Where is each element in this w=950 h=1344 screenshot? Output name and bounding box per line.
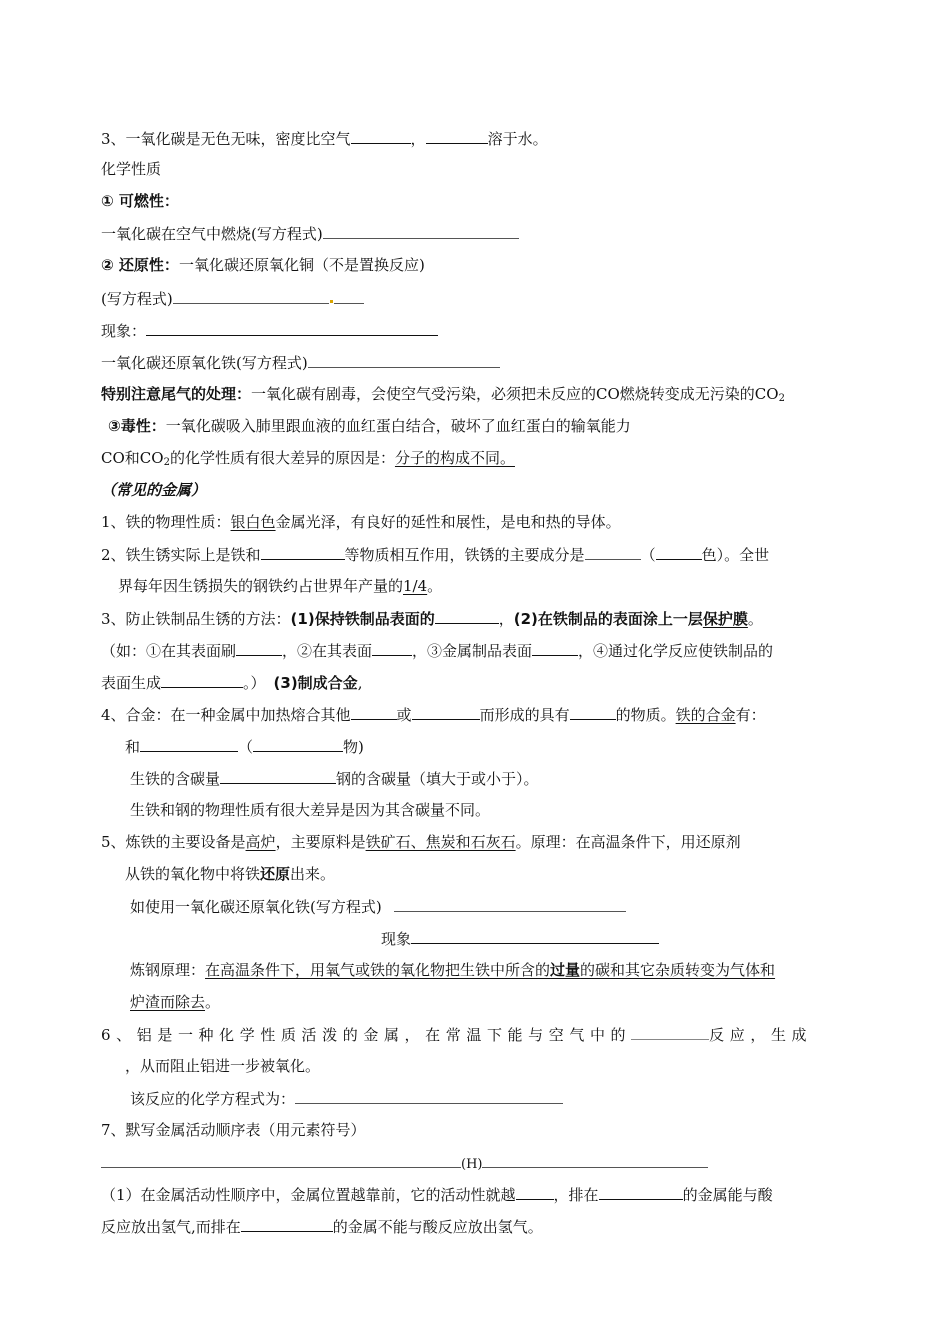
iron-alloy-blank[interactable]: [140, 736, 238, 752]
item6-aluminum-line1: 6、铝是一种化学性质活泼的金属，在常温下能与空气中的 反应，生成: [101, 1026, 813, 1044]
item6-equation-line: 该反应的化学方程式为：: [130, 1088, 563, 1109]
activity-rule-line2: 反应放出氢气,而排在 的金属不能与酸反应放出氢气。: [101, 1218, 543, 1236]
metals-heading: （常见的金属）: [101, 481, 207, 499]
dot-mark: [330, 300, 333, 303]
cuo-equation-line: (写方程式): [101, 288, 364, 309]
activity-series-before-h-blank[interactable]: [101, 1152, 461, 1168]
activity-series-after-h-blank[interactable]: [482, 1152, 708, 1168]
fe2o3-equation-blank[interactable]: [308, 352, 500, 368]
item3-rust-prevention-line3: 表面生成 。） (3)制成合金,: [101, 674, 363, 692]
item5-phenomenon-line: 现象: [381, 928, 659, 949]
steelmaking-line1: 炼钢原理：在高温条件下，用氧气或铁的氧化物把生铁中所含的过量的碳和其它杂质转变为气体和: [130, 961, 776, 979]
item4-carbon-line: 生铁的含碳量 钢的含碳量（填大于或小于）。: [130, 770, 539, 788]
item3-rust-prevention-line1: 3、防止铁制品生锈的方法：(1)保持铁制品表面的 ，(2)在铁制品的表面涂上一层保护膜。: [101, 610, 763, 628]
before-hydrogen-blank[interactable]: [599, 1184, 683, 1200]
reducibility-line: ② 还原性：一氧化碳还原氧化铜（不是置换反应): [101, 256, 425, 274]
rust-color-blank[interactable]: [656, 544, 702, 560]
oxide-film-blank[interactable]: [161, 672, 243, 688]
cuo-phenomenon-line: 现象：: [101, 320, 438, 341]
item4-alloy-line2: 和 （ 物): [125, 738, 364, 756]
item2-rust-line2: 界每年因生锈损失的钢铁约占世界年产量的1/4。: [118, 577, 443, 595]
activity-strength-blank[interactable]: [516, 1184, 554, 1200]
activity-series-line: (H): [101, 1152, 708, 1175]
chem-properties-heading: 化学性质: [101, 160, 162, 178]
toxicity-line: ③毒性：一氧化碳吸入肺里跟血液的血红蛋白结合，破坏了血红蛋白的输氧能力: [108, 417, 631, 435]
density-blank[interactable]: [351, 128, 411, 144]
coating-blank[interactable]: [372, 640, 412, 656]
item2-rust-line1: 2、铁生锈实际上是铁和 等物质相互作用，铁锈的主要成分是 （ 色）。全世: [101, 546, 770, 564]
flammability-heading: ① 可燃性：: [101, 192, 179, 210]
activity-rule-line1: （1）在金属活动性顺序中，金属位置越靠前，它的活动性就越 ，排在 的金属能与酸: [101, 1186, 773, 1204]
item3-rust-prevention-line2: （如：①在其表面刷 ，②在其表面 ，③金属制品表面 ，④通过化学反应使铁制品的: [101, 642, 774, 660]
item1-iron-physical: 1、铁的物理性质：银白色金属光泽，有良好的延性和展性，是电和热的导体。: [101, 513, 621, 531]
alloy-metal-blank[interactable]: [351, 704, 397, 720]
surface-condition-blank[interactable]: [435, 608, 499, 624]
co-combustion-equation-blank[interactable]: [323, 223, 519, 239]
rust-reactants-blank[interactable]: [261, 544, 345, 560]
rust-component-blank[interactable]: [585, 544, 641, 560]
after-hydrogen-blank[interactable]: [241, 1216, 333, 1232]
alloy-property-blank[interactable]: [570, 704, 616, 720]
co-physical-line: 3、一氧化碳是无色无味，密度比空气 ， 溶于水。: [101, 130, 548, 148]
ironmaking-phenomenon-blank[interactable]: [411, 928, 659, 944]
item4-alloy-line1: 4、合金：在一种金属中加热熔合其他 或 而形成的具有 的物质。铁的合金有：: [101, 706, 766, 724]
alloy-nonmetal-blank[interactable]: [412, 704, 480, 720]
item6-aluminum-line2: ，从而阻止铝进一步被氧化。: [125, 1057, 321, 1075]
co-co2-difference-line: CO和$CO_2$的化学性质有很大差异的原因是：分子的构成不同。: [101, 449, 515, 468]
item5-equation-line: 如使用一氧化碳还原氧化铁(写方程式): [130, 896, 626, 917]
paint-blank[interactable]: [236, 640, 282, 656]
cuo-equation-blank-end[interactable]: [334, 288, 364, 304]
plating-blank[interactable]: [532, 640, 578, 656]
item7-heading: 7、默写金属活动顺序表（用元素符号）: [101, 1121, 366, 1139]
item5-ironmaking-line2: 从铁的氧化物中将铁还原出来。: [125, 865, 336, 883]
solubility-blank[interactable]: [426, 128, 488, 144]
fe2o3-equation-line: 一氧化碳还原氧化铁(写方程式): [101, 352, 500, 373]
item4-difference-line: 生铁和钢的物理性质有很大差异是因为其含碳量不同。: [130, 801, 491, 819]
flammability-equation-line: 一氧化碳在空气中燃烧(写方程式): [101, 223, 519, 244]
alloy-type-blank[interactable]: [253, 736, 343, 752]
steelmaking-line2: 炉渣而除去。: [130, 993, 221, 1011]
aluminum-reactant-blank[interactable]: [631, 1024, 709, 1040]
ironmaking-equation-blank[interactable]: [394, 896, 626, 912]
exhaust-note: 特别注意尾气的处理：一氧化碳有剧毒，会使空气受污染，必须把未反应的CO燃烧转变成无污染的$CO_2$: [101, 385, 785, 404]
carbon-comparison-blank[interactable]: [220, 768, 336, 784]
item5-ironmaking-line1: 5、炼铁的主要设备是高炉，主要原料是铁矿石、焦炭和石灰石。原理：在高温条件下，用还原剂: [101, 833, 741, 851]
cuo-phenomenon-blank[interactable]: [146, 320, 438, 336]
cuo-equation-blank[interactable]: [173, 288, 329, 304]
aluminum-equation-blank[interactable]: [295, 1088, 563, 1104]
